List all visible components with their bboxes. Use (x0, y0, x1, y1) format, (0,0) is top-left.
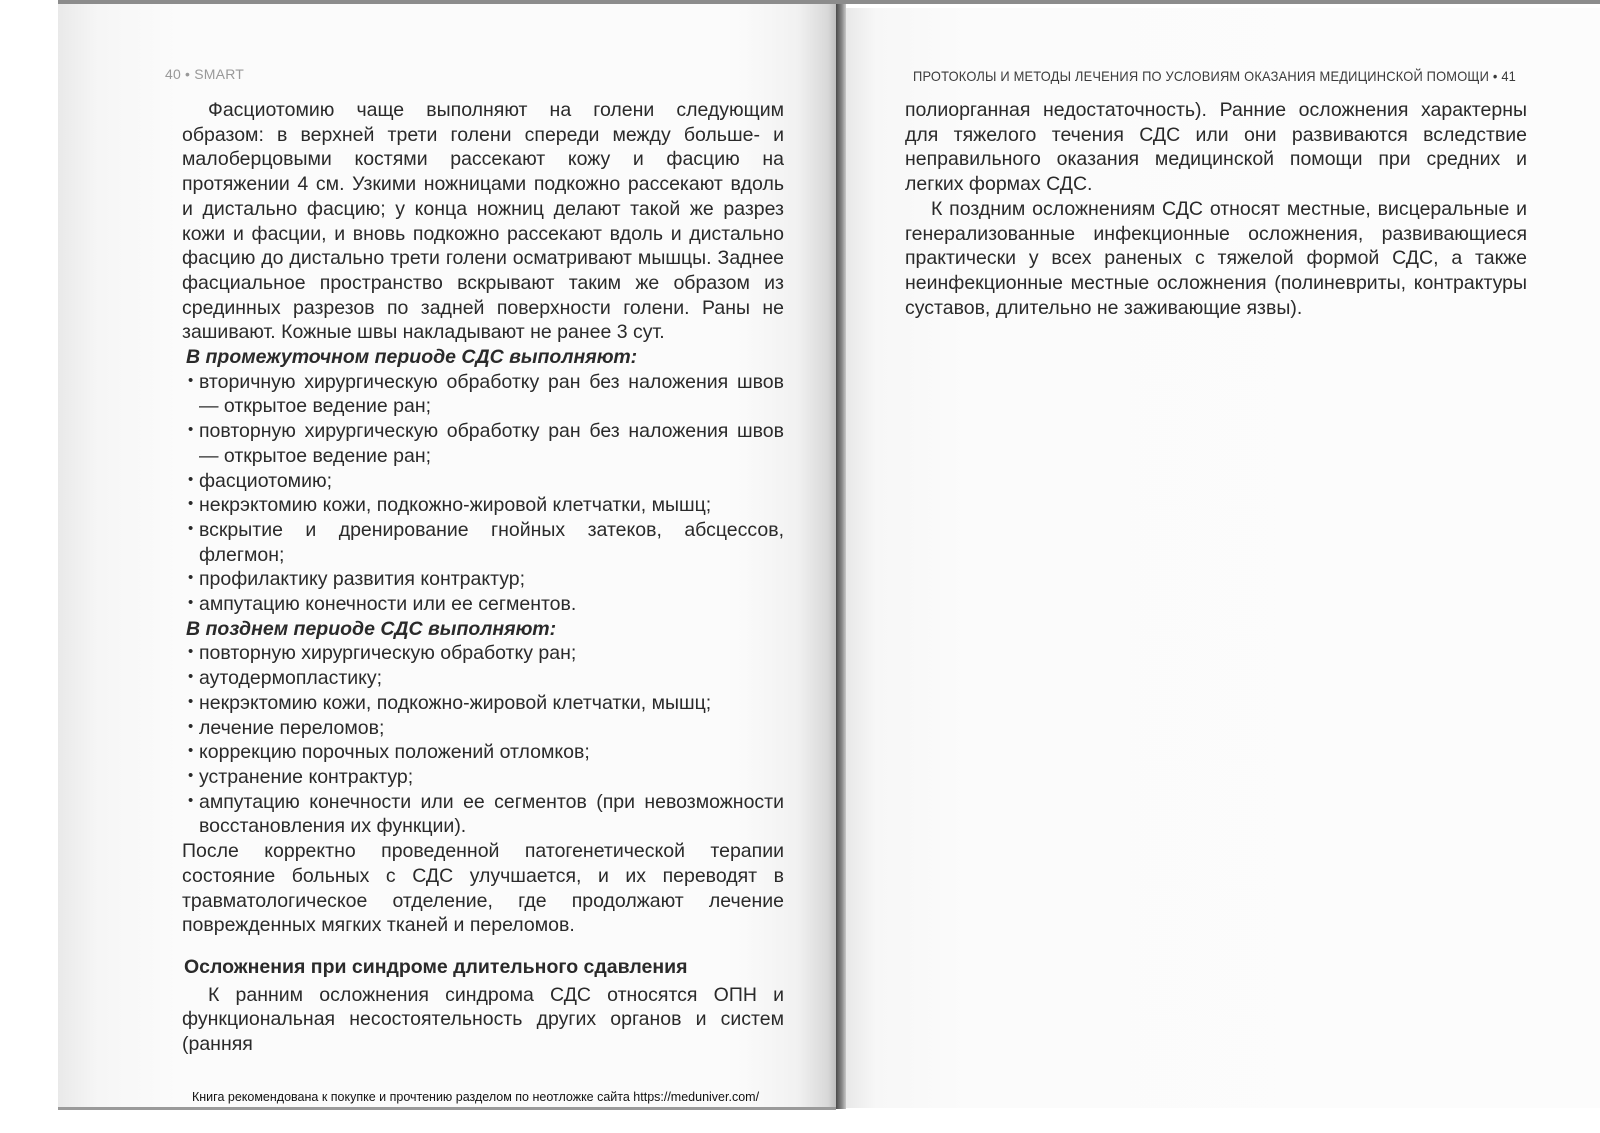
right-page-text (905, 98, 1527, 320)
list-item: • коррекцию порочных положений отломков; (188, 740, 784, 765)
left-running-head: 40 • SMART (165, 66, 244, 82)
fasciotomy-paragraph: Фасциотомию чаще выполняют на голени следующим образом: в верхней трети голени спереди между больше- и малоберцовыми костями рассекают кожу и фасцию на протяжении 4 см. Узкими ножницами подкожно рассекают вдоль и дистально фасцию; у конца ножниц делают такой же разрез кожи и фасции, и вновь подкожно рассекают вдоль и дистально фасцию до дистально трети голени осматривают мышцы. Заднее фасциальное пространство вскрывают таким же образом из срединных разрезов по задней поверхности голени. Раны не зашивают. Кожные швы накладывают не ранее 3 сут. (182, 99, 784, 344)
late-complications-paragraph: К поздним осложнениям СДС относят местные, висцеральные и генерализованные инфекционные осложнения, развивающиеся практически у всех раненых с тяжелой формой СДС, а также неинфекционные местные осложнения (полиневриты, контрактуры суставов, длительно не заживающие язвы). (905, 197, 1527, 319)
late-period-heading: В позднем периоде СДС выполняют: (186, 617, 557, 640)
right-running-head: ПРОТОКОЛЫ И МЕТОДЫ ЛЕЧЕНИЯ ПО УСЛОВИЯМ ОКАЗАНИЯ МЕДИЦИНСКОЙ ПОМОЩИ • 41 (913, 68, 1517, 84)
scan-bottom (58, 1109, 1600, 1133)
early-complications-paragraph: К ранним осложнения синдрома СДС относятся ОПН и функциональная несостоятельность других органов и систем (ранняя (182, 983, 784, 1056)
intermediate-period-list (182, 370, 784, 617)
therapy-paragraph: После корректно проведенной патогенетической терапии состояние больных с СДС улучшается, и их переводят в травматологическое отделение, где продолжают лечение поврежденных мягких тканей и переломов. (182, 840, 784, 937)
list-item: • лечение переломов; (188, 716, 784, 741)
list-item: • аутодермопластику; (188, 666, 784, 691)
continuation-paragraph: полиорганная недостаточность). Ранние осложнения характерны для тяжелого течения СДС или они развиваются вследствие неправильного оказания медицинской помощи при средних и легких формах СДС. (905, 99, 1527, 196)
footer-note: Книга рекомендована к покупке и прочтению разделом по неотложке сайта https://meduniver.com/ (192, 1090, 760, 1104)
list-item: • повторную хирургическую обработку ран; (188, 641, 784, 666)
late-period-list (182, 641, 784, 839)
list-item: • некрэктомию кожи, подкожно-жировой клетчатки, мышц; (188, 493, 784, 518)
list-item: • повторную хирургическую обработку ран без наложения швов — открытое ведение ран; (188, 419, 784, 468)
list-item: • ампутацию конечности или ее сегментов (при невозможности восстановления их функции). (188, 790, 784, 839)
intermediate-period-heading: В промежуточном периоде СДС выполняют: (186, 346, 638, 369)
list-item: • вскрытие и дренирование гнойных затеков, абсцессов, флегмон; (188, 518, 784, 567)
section-title: Осложнения при синдроме длительного сдавления (184, 955, 688, 978)
scan-margin (0, 0, 58, 1133)
list-item: • профилактику развития контрактур; (188, 567, 784, 592)
scan-bottom-edge (58, 1107, 836, 1110)
list-item: • некрэктомию кожи, подкожно-жировой клетчатки, мышц; (188, 691, 784, 716)
list-item: • устранение контрактур; (188, 765, 784, 790)
left-page-text (182, 98, 784, 1057)
book-gutter (836, 4, 846, 1109)
list-item: • ампутацию конечности или ее сегментов. (188, 592, 784, 617)
list-item: • вторичную хирургическую обработку ран без наложения швов — открытое ведение ран; (188, 370, 784, 419)
list-item: • фасциотомию; (188, 469, 784, 494)
